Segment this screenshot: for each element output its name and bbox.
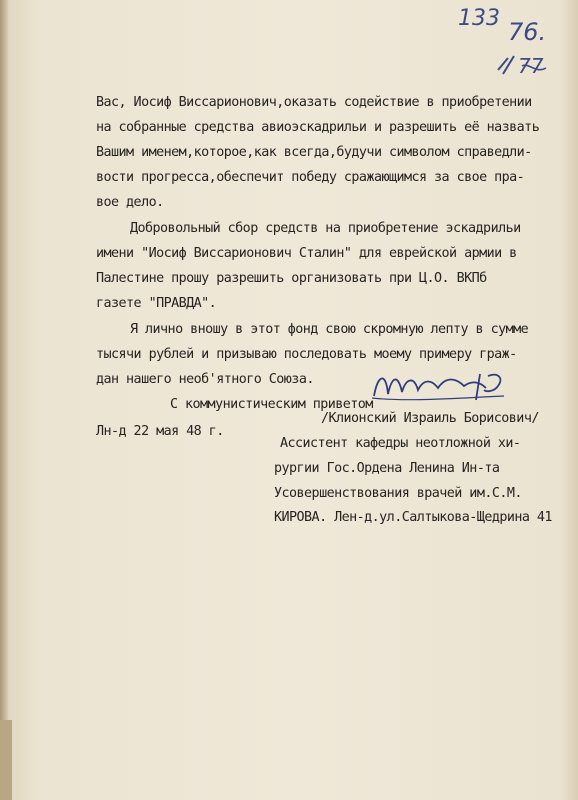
signature-name: /Клионский Израиль Борисович/ <box>321 411 539 426</box>
letter-line-5: вое дело. <box>96 195 164 210</box>
signature-position-2: рургии Гос.Ордена Ленина Ин-та <box>274 461 500 476</box>
archive-sheet-number-alt: 77 <box>518 54 544 78</box>
letter-line-11: тысячи рублей и призываю последовать моему примеру граж- <box>96 347 517 362</box>
closing-salutation: С коммунистическим приветом <box>170 397 373 412</box>
signature-address: КИРОВА. Лен-д.ул.Салтыкова-Щедрина 41 <box>274 510 552 525</box>
letter-line-1: Вас, Иосиф Виссарионович,оказать содействие в приобретении <box>96 95 532 110</box>
archive-strike-mark <box>494 44 554 84</box>
archive-sheet-number-old: 76. <box>508 18 547 46</box>
letter-line-3: Вашим именем,которое,как всегда,будучи символом справедли- <box>96 145 532 160</box>
letter-line-7: имени "Иосиф Виссарионович Сталин" для еврейской армии в <box>96 246 517 261</box>
letter-line-2: на собранные средства авиоэскадрильи и разрешить её назвать <box>96 120 540 135</box>
archive-sheet-number: 133 <box>458 6 500 31</box>
page-fold-shadow <box>0 0 8 800</box>
letter-line-4: вости прогресса,обеспечит победу сражающимся за свое пра- <box>96 170 525 185</box>
letter-line-6: Добровольный сбор средств на приобретение эскадрильи <box>130 221 521 236</box>
binding-edge <box>0 720 12 800</box>
signature-position-1: Ассистент кафедры неотложной хи- <box>280 436 521 451</box>
letter-line-12: дан нашего необ'ятного Союза. <box>96 372 314 387</box>
signature-position-3: Усовершенствования врачей им.С.М. <box>274 486 522 501</box>
letter-line-8: Палестине прошу разрешить организовать при Ц.О. ВКПб <box>96 271 487 286</box>
letter-line-9: газете "ПРАВДА". <box>96 296 217 311</box>
letter-line-10: Я лично вношу в этот фонд свою скромную лепту в сумме <box>130 322 529 337</box>
handwritten-signature <box>368 368 510 404</box>
place-date: Лн-д 22 мая 48 г. <box>96 424 224 439</box>
